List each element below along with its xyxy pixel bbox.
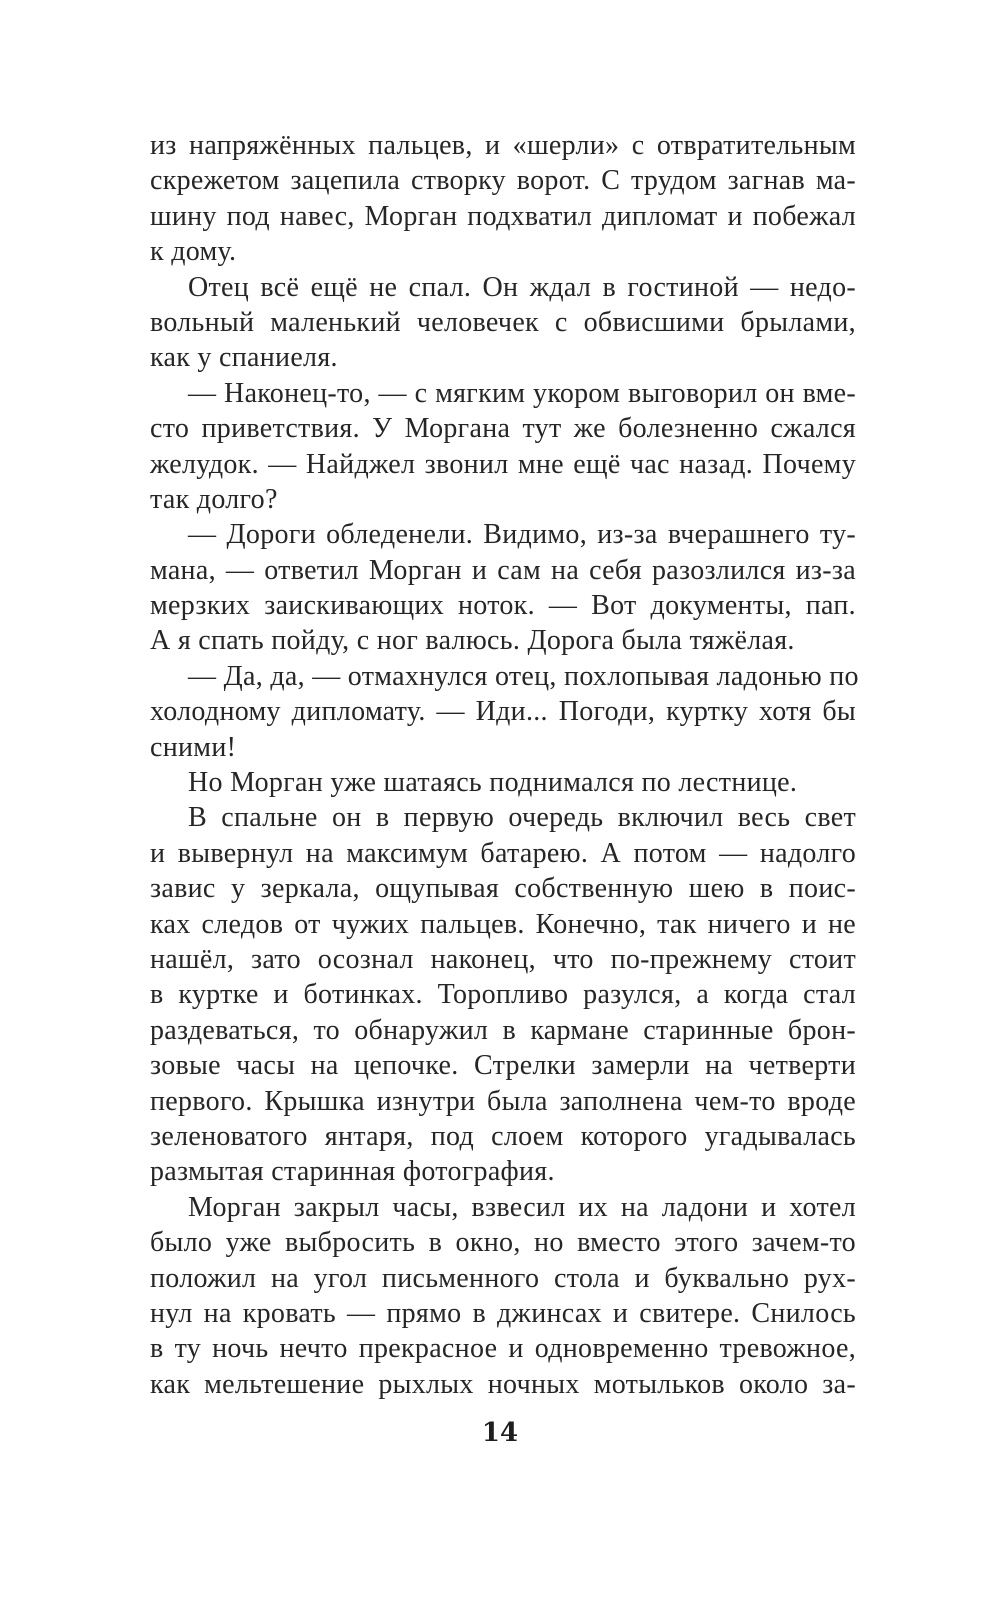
text-line: к дому. bbox=[150, 236, 237, 268]
text-line: первого. Крышка изнутри была заполнена чем-то вроде bbox=[150, 1085, 856, 1117]
text-line: скрежетом зацепила створку ворот. С трудом загнав ма- bbox=[150, 165, 856, 197]
text-line: Но Морган уже шатаясь поднимался по лестнице. bbox=[188, 767, 798, 799]
text-line: так долго? bbox=[150, 483, 278, 515]
text-line: мана, — ответил Морган и сам на себя разозлился из-за bbox=[150, 554, 856, 586]
text-line: было уже выбросить в окно, но вместо этого зачем-то bbox=[150, 1227, 856, 1259]
text-line: как мельтешение рыхлых ночных мотыльков около за- bbox=[150, 1368, 856, 1400]
text-line: ках следов от чужих пальцев. Конечно, так ничего и не bbox=[150, 908, 856, 940]
text-line: раздеваться, то обнаружил в кармане старинные брон- bbox=[150, 1014, 856, 1046]
text-line: Морган закрыл часы, взвесил их на ладони и хотел bbox=[188, 1191, 856, 1223]
text-line: А я спать пойду, с ног валюсь. Дорога была тяжёлая. bbox=[150, 625, 795, 657]
text-line: завис у зеркала, ощупывая собственную шею в поис- bbox=[150, 873, 856, 905]
text-line: сто приветствия. У Моргана тут же болезненно сжался bbox=[150, 413, 856, 445]
text-line: размытая старинная фотография. bbox=[150, 1156, 555, 1188]
text-line: и вывернул на максимум батарею. А потом — надолго bbox=[150, 837, 856, 869]
text-line: зеленоватого янтаря, под слоем которого угадывалась bbox=[150, 1120, 856, 1152]
body-text bbox=[150, 128, 859, 1402]
text-line: — Дороги обледенели. Видимо, из-за вчерашнего ту- bbox=[188, 519, 856, 551]
text-line: нашёл, зато осознал наконец, что по-прежнему стоит bbox=[150, 943, 856, 975]
text-line: в куртке и ботинках. Торопливо разулся, а когда стал bbox=[150, 979, 856, 1011]
text-line: зовые часы на цепочке. Стрелки замерли на четверти bbox=[150, 1050, 856, 1082]
text-line: желудок. — Найджел звонил мне ещё час назад. Почему bbox=[150, 448, 856, 480]
text-line: как у спаниеля. bbox=[150, 342, 338, 374]
text-line: мерзких заискивающих ноток. — Вот документы, пап. bbox=[150, 590, 856, 622]
text-line: — Наконец-то, — с мягким укором выговорил он вме- bbox=[188, 377, 856, 409]
text-line: холодному дипломату. — Иди... Погоди, куртку хотя бы bbox=[150, 696, 856, 728]
text-line: в ту ночь нечто прекрасное и одновременно тревожное, bbox=[150, 1333, 856, 1365]
text-line: В спальне он в первую очередь включил весь свет bbox=[188, 802, 856, 834]
text-line: сними! bbox=[150, 731, 237, 763]
text-line: из напряжённых пальцев, и «шерли» с отвратительным bbox=[150, 130, 856, 161]
text-line: — Да, да, — отмахнулся отец, похлопывая ладонью по bbox=[188, 660, 859, 692]
text-line: шину под навес, Морган подхватил дипломат и побежал bbox=[150, 200, 856, 232]
text-line: нул на кровать — прямо в джинсах и свитере. Снилось bbox=[150, 1297, 856, 1329]
text-line: Отец всё ещё не спал. Он ждал в гостиной — недо- bbox=[188, 271, 856, 303]
text-line: положил на угол письменного стола и буквально рух- bbox=[150, 1262, 856, 1294]
page-number: 14 bbox=[481, 1418, 519, 1448]
text-line: вольный маленький человечек с обвисшими брылами, bbox=[150, 306, 856, 338]
